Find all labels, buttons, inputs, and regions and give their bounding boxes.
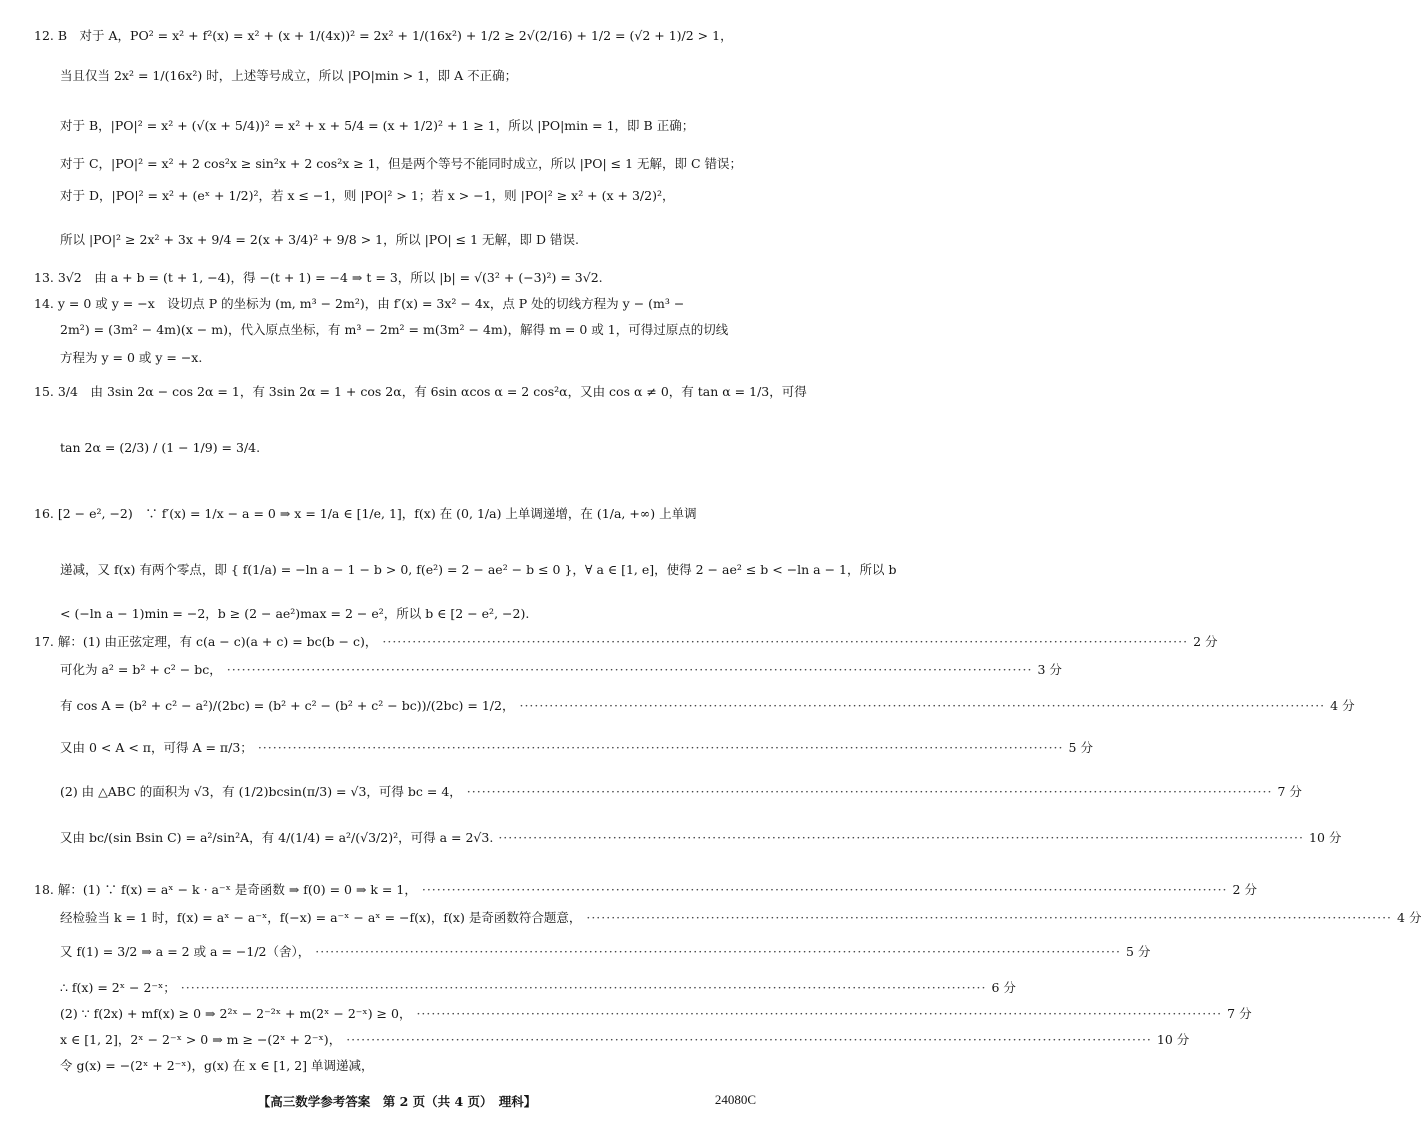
score-label: 7 分	[1277, 784, 1302, 799]
answer-16-c: < (−ln a − 1)min = −2，b ≥ (2 − ae²)max = 2 − e²，所以 b ∈ [2 − e², −2).	[60, 606, 530, 621]
answer-18-step-2: 经检验当 k = 1 时，f(x) = aˣ − a⁻ˣ，f(−x) = a⁻ˣ − aˣ = −f(x)，f(x) 是奇函数符合题意， ····· 4 分	[60, 910, 764, 925]
answer-12-b: 当且仅当 2x² = 1/(16x²) 时，上述等号成立，所以 |PO|min > 1，即 A 不正确；	[60, 68, 518, 83]
document-code: 24080C	[714, 1092, 756, 1107]
score-label: 7 分	[1227, 1006, 1252, 1021]
score-label: 4 分	[1330, 698, 1355, 713]
answer-17-step-2: 可化为 a² = b² + c² − bc， ····· 3 分	[60, 662, 764, 677]
answer-12-d: 对于 C，|PO|² = x² + 2 cos²x ≥ sin²x + 2 cos²x ≥ 1，但是两个等号不能同时成立，所以 |PO| ≤ 1 无解，即 C 错误；	[60, 156, 743, 171]
score-label: 10 分	[1156, 1032, 1190, 1047]
score-label: 2 分	[1232, 882, 1257, 897]
answer-13: 13. 3√2 由 a + b = (t + 1, −4)，得 −(t + 1) = −4 ⇒ t = 3，所以 |b| = √(3² + (−3)²) = 3√2.	[34, 270, 603, 285]
answer-14-a: 14. y = 0 或 y = −x 设切点 P 的坐标为 (m, m³ − 2m²)，由 f′(x) = 3x² − 4x，点 P 处的切线方程为 y − (m³ −	[34, 296, 685, 311]
answer-14-b: 2m²) = (3m² − 4m)(x − m)，代入原点坐标，有 m³ − 2m² = m(3m² − 4m)，解得 m = 0 或 1，可得过原点的切线	[60, 322, 729, 337]
answer-12-e: 对于 D，|PO|² = x² + (eˣ + 1/2)²，若 x ≤ −1，则 |PO|² > 1；若 x > −1，则 |PO|² ≥ x² + (x + 3/2)²，	[60, 188, 675, 203]
answer-16-a: 16. [2 − e², −2) ∵ f′(x) = 1/x − a = 0 ⇒ x = 1/a ∈ [1/e, 1]，f(x) 在 (0, 1/a) 上单调递增，在 (1/a, +∞) 上单调	[34, 506, 697, 521]
answer-18-step-5: (2) ∵ f(2x) + mf(x) ≥ 0 ⇒ 2²ˣ − 2⁻²ˣ + m(2ˣ − 2⁻ˣ) ≥ 0， ····· 7 分	[60, 1006, 764, 1021]
answer-15-a: 15. 3/4 由 3sin 2α − cos 2α = 1，有 3sin 2α = 1 + cos 2α，有 6sin αcos α = 2 cos²α，又由 cos α ≠ 0，有 tan α = 1/3，可得	[34, 384, 807, 399]
score-label: 10 分	[1309, 830, 1342, 845]
answer-17-step-1: 17. 解：(1) 由正弦定理，有 c(a − c)(a + c) = bc(b − c)， ····· 2 分	[34, 634, 764, 649]
answer-15-b: tan 2α = (2/3) / (1 − 1/9) = 3/4.	[60, 440, 261, 455]
score-label: 3 分	[1037, 662, 1062, 677]
answer-18-step-3: 又 f(1) = 3/2 ⇒ a = 2 或 a = −1/2（舍）， ····· 5 分	[60, 944, 764, 959]
answer-18-step-4: ∴ f(x) = 2ˣ − 2⁻ˣ； ····· 6 分	[60, 980, 764, 995]
answer-18-step-6: x ∈ [1, 2]，2ˣ − 2⁻ˣ > 0 ⇒ m ≥ −(2ˣ + 2⁻ˣ)， ····· 10 分	[60, 1032, 764, 1047]
score-label: 5 分	[1125, 944, 1151, 959]
answer-14-c: 方程为 y = 0 或 y = −x.	[60, 350, 203, 365]
page-footer: 【高三数学参考答案 第 2 页（共 4 页） 理科】	[257, 1094, 537, 1109]
score-label: 2 分	[1193, 634, 1218, 649]
score-label: 4 分	[1397, 910, 1421, 925]
score-label: 6 分	[991, 980, 1016, 995]
answer-17-step-3: 有 cos A = (b² + c² − a²)/(2bc) = (b² + c² − (b² + c² − bc))/(2bc) = 1/2， ····· 4 分	[60, 698, 764, 713]
answer-17-step-5: (2) 由 △ABC 的面积为 √3，有 (1/2)bcsin(π/3) = √3，可得 bc = 4， ····· 7 分	[60, 784, 764, 799]
answer-18-step-1: 18. 解：(1) ∵ f(x) = aˣ − k · a⁻ˣ 是奇函数 ⇒ f(0) = 0 ⇒ k = 1， ····· 2 分	[34, 882, 764, 897]
answer-12-f: 所以 |PO|² ≥ 2x² + 3x + 9/4 = 2(x + 3/4)² + 9/8 > 1，所以 |PO| ≤ 1 无解，即 D 错误.	[60, 232, 579, 247]
answer-16-b: 递减，又 f(x) 有两个零点，即 { f(1/a) = −ln a − 1 − b > 0, f(e²) = 2 − ae² − b ≤ 0 }，∀ a ∈ [1, e]，使得 2 − ae² ≤ b < −ln a − 1，所以 b	[60, 562, 897, 577]
answer-17-step-6: 又由 bc/(sin Bsin C) = a²/sin²A，有 4/(1/4) = a²/(√3/2)²，可得 a = 2√3. ····· 10 分	[60, 830, 764, 845]
answer-12-a: 12. B 对于 A，PO² = x² + f²(x) = x² + (x + 1/(4x))² = 2x² + 1/(16x²) + 1/2 ≥ 2√(2/16) + 1/2 = (√2 + 1)/2 > 1，	[34, 28, 733, 43]
answer-12-c: 对于 B，|PO|² = x² + (√(x + 5/4))² = x² + x + 5/4 = (x + 1/2)² + 1 ≥ 1，所以 |PO|min = 1，即 B 正确；	[60, 118, 695, 133]
score-label: 5 分	[1068, 740, 1093, 755]
answer-18-step-7: 令 g(x) = −(2ˣ + 2⁻ˣ)，g(x) 在 x ∈ [1, 2] 单调递减，	[60, 1058, 374, 1073]
answer-17-step-4: 又由 0 < A < π，可得 A = π/3； ····· 5 分	[60, 740, 764, 755]
